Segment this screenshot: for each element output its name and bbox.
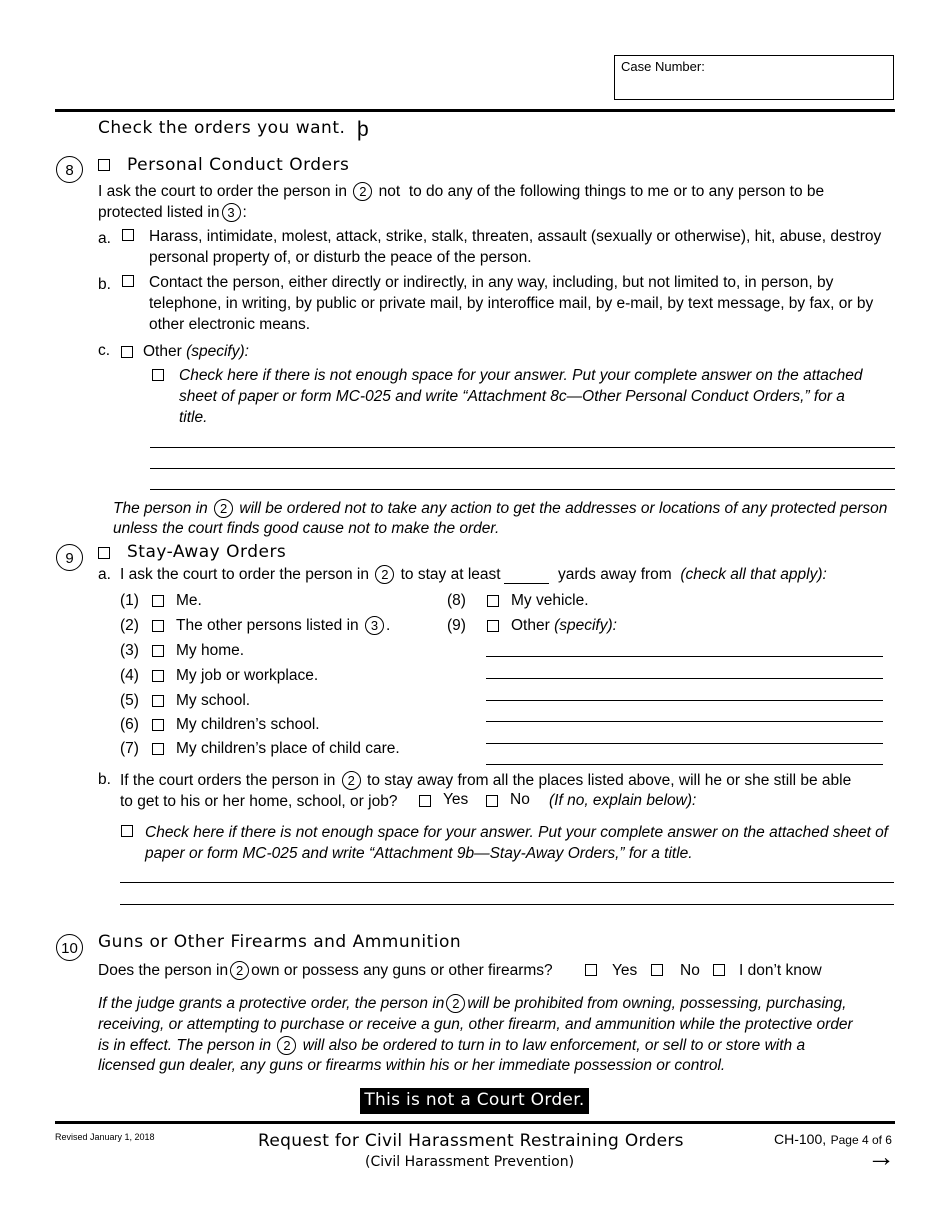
stay-away-item-6-label: My children’s school. <box>176 716 320 733</box>
form-number: CH-100, Page 4 of 6 <box>774 1131 892 1147</box>
item-8a-label: a. <box>98 230 111 247</box>
check-orders-label: Check the orders you want. <box>98 118 346 138</box>
item-8a-checkbox[interactable] <box>122 229 134 241</box>
item-9b-answer-line-2[interactable] <box>120 904 894 905</box>
item-9b-explain: (If no, explain below): <box>549 792 697 809</box>
item-8c-attachment-text-1: Check here if there is not enough space for your answer. Put your complete answer on the attached <box>179 367 863 384</box>
address-note-line2: unless the court finds good cause not to make the order. <box>113 520 500 537</box>
item-8c-label: c. <box>98 342 111 359</box>
item-9b-no-checkbox[interactable] <box>486 795 498 807</box>
firearms-dont-know-checkbox[interactable] <box>713 964 725 976</box>
item-2-ref: 2 <box>277 1036 296 1055</box>
section-8-intro-line1: I ask the court to order the person in 2 not to do any of the following things to me or to any person to be <box>98 183 825 200</box>
address-note-line1: The person in 2 will be ordered not to take any action to get the addresses or locations of any protected person <box>113 500 888 517</box>
personal-conduct-orders-checkbox[interactable] <box>98 159 110 171</box>
item-9b-yes-checkbox[interactable] <box>419 795 431 807</box>
item-8a-text-1: Harass, intimidate, molest, attack, strike, stalk, threaten, assault (sexually or otherwise), hit, abuse, destroy <box>149 228 882 245</box>
not-court-order-banner: This is not a Court Order. <box>360 1088 589 1114</box>
firearms-notice-line4: licensed gun dealer, any guns or firearms within his or her immediate possession or control. <box>98 1057 726 1074</box>
stay-away-item-2-num: (2) <box>120 617 139 634</box>
firearms-notice-line1: If the judge grants a protective order, the person in 2 will be prohibited from owning, possessing, purchasing, <box>98 995 847 1012</box>
stay-away-item-7-label: My children’s place of child care. <box>176 740 400 757</box>
firearms-question: Does the person in 2 own or possess any guns or other firearms? <box>98 962 553 979</box>
stay-away-other-line-3[interactable] <box>486 700 883 701</box>
stay-away-item-8-num: (8) <box>447 592 466 609</box>
revised-date: Revised January 1, 2018 <box>55 1132 155 1142</box>
stay-away-other-line-1[interactable] <box>486 656 883 657</box>
item-9a-label: a. <box>98 566 111 583</box>
stay-away-item-2-checkbox[interactable] <box>152 620 164 632</box>
item-8c-attachment-text-3: title. <box>179 409 208 426</box>
section-8-number: 8 <box>56 156 83 183</box>
item-8c-attachment-text-2: sheet of paper or form MC-025 and write “Attachment 8c—Other Personal Conduct Orders,” for a <box>179 388 845 405</box>
stay-away-item-7-checkbox[interactable] <box>152 743 164 755</box>
firearms-yes-checkbox[interactable] <box>585 964 597 976</box>
next-page-arrow-icon: → <box>867 1141 895 1172</box>
stay-away-item-2-label: The other persons listed in 3 . <box>176 617 391 634</box>
item-9a-text: I ask the court to order the person in 2 to stay at least <box>120 566 501 583</box>
item-2-ref: 2 <box>230 961 249 980</box>
stray-mark: þ <box>357 118 369 141</box>
stay-away-item-9-num: (9) <box>447 617 466 634</box>
item-2-ref: 2 <box>353 182 372 201</box>
section-8-intro-line2: protected listed in 3 : <box>98 204 247 221</box>
item-3-ref: 3 <box>365 616 384 635</box>
item-8b-checkbox[interactable] <box>122 275 134 287</box>
item-9b-answer-line-1[interactable] <box>120 882 894 883</box>
item-9b-line1: If the court orders the person in 2 to stay away from all the places listed above, will he or she still be able <box>120 772 852 789</box>
item-8b-text-3: other electronic means. <box>149 316 311 333</box>
item-2-ref: 2 <box>446 994 465 1013</box>
case-number-label: Case Number: <box>621 59 705 74</box>
item-8b-label: b. <box>98 276 111 293</box>
stay-away-item-4-num: (4) <box>120 667 139 684</box>
firearms-no-label: No <box>680 962 700 979</box>
item-8c-answer-line-3[interactable] <box>150 489 895 490</box>
item-2-ref: 2 <box>375 565 394 584</box>
item-3-ref: 3 <box>222 203 241 222</box>
item-9b-yes-label: Yes <box>443 791 469 808</box>
item-8c-answer-line-2[interactable] <box>150 468 895 469</box>
section-10-number: 10 <box>56 934 83 961</box>
form-subtitle: (Civil Harassment Prevention) <box>365 1154 575 1170</box>
stay-away-item-9-label: Other (specify): <box>511 617 617 634</box>
firearms-notice-line2: receiving, or attempting to purchase or receive a gun, other firearm, and ammunition while the protective order <box>98 1016 853 1033</box>
stay-away-item-1-checkbox[interactable] <box>152 595 164 607</box>
case-number-box[interactable] <box>614 55 894 100</box>
stay-away-item-1-num: (1) <box>120 592 139 609</box>
stay-away-orders-checkbox[interactable] <box>98 547 110 559</box>
stay-away-item-7-num: (7) <box>120 740 139 757</box>
item-9b-attachment-text-2: paper or form MC-025 and write “Attachment 9b—Stay-Away Orders,” for a title. <box>145 845 693 862</box>
item-2-ref: 2 <box>342 771 361 790</box>
item-9b-attachment-checkbox[interactable] <box>121 825 133 837</box>
item-8b-text-2: telephone, in writing, by public or private mail, by interoffice mail, by e-mail, by text message, by fax, or by <box>149 295 874 312</box>
stay-away-item-5-label: My school. <box>176 692 251 709</box>
section-8-title: Personal Conduct Orders <box>127 155 350 175</box>
firearms-no-checkbox[interactable] <box>651 964 663 976</box>
stay-away-item-1-label: Me. <box>176 592 202 609</box>
stay-away-item-3-label: My home. <box>176 642 245 659</box>
stay-away-item-6-num: (6) <box>120 716 139 733</box>
item-2-ref: 2 <box>214 499 233 518</box>
item-8a-text-2: personal property of, or disturb the peace of the person. <box>149 249 532 266</box>
header-rule <box>55 109 895 112</box>
section-9-number: 9 <box>56 544 83 571</box>
item-8b-text-1: Contact the person, either directly or indirectly, in any way, including, but not limited to, in person, by <box>149 274 834 291</box>
item-9b-label: b. <box>98 771 111 788</box>
stay-away-item-3-num: (3) <box>120 642 139 659</box>
item-8c-attachment-checkbox[interactable] <box>152 369 164 381</box>
stay-away-item-4-label: My job or workplace. <box>176 667 319 684</box>
item-9a-text-2: yards away from (check all that apply): <box>558 566 827 583</box>
stay-away-item-8-label: My vehicle. <box>511 592 589 609</box>
firearms-yes-label: Yes <box>612 962 638 979</box>
section-10-title: Guns or Other Firearms and Ammunition <box>98 932 462 952</box>
item-9b-no-label: No <box>510 791 530 808</box>
item-8c-answer-line-1[interactable] <box>150 447 895 448</box>
stay-away-other-line-2[interactable] <box>486 678 883 679</box>
stay-away-other-line-5[interactable] <box>486 743 883 744</box>
yards-input[interactable] <box>504 583 549 584</box>
item-8c-checkbox[interactable] <box>121 346 133 358</box>
stay-away-item-4-checkbox[interactable] <box>152 670 164 682</box>
footer-rule <box>55 1121 895 1124</box>
stay-away-item-5-num: (5) <box>120 692 139 709</box>
stay-away-item-8-checkbox[interactable] <box>487 595 499 607</box>
stay-away-other-line-6[interactable] <box>486 764 883 765</box>
section-9-title: Stay-Away Orders <box>127 542 287 562</box>
firearms-dont-know-label: I don’t know <box>739 962 822 979</box>
stay-away-item-6-checkbox[interactable] <box>152 719 164 731</box>
form-title: Request for Civil Harassment Restraining Orders <box>258 1131 684 1151</box>
firearms-notice-line3: is in effect. The person in 2 will also be ordered to turn in to law enforcement, or sell to or store with a <box>98 1037 806 1054</box>
stay-away-item-3-checkbox[interactable] <box>152 645 164 657</box>
stay-away-item-9-checkbox[interactable] <box>487 620 499 632</box>
item-8c-text: Other (specify): <box>143 343 249 360</box>
item-9b-attachment-text-1: Check here if there is not enough space for your answer. Put your complete answer on the attached sheet of <box>145 824 888 841</box>
item-9b-line2: to get to his or her home, school, or job? <box>120 793 398 810</box>
stay-away-item-5-checkbox[interactable] <box>152 695 164 707</box>
stay-away-other-line-4[interactable] <box>486 721 883 722</box>
